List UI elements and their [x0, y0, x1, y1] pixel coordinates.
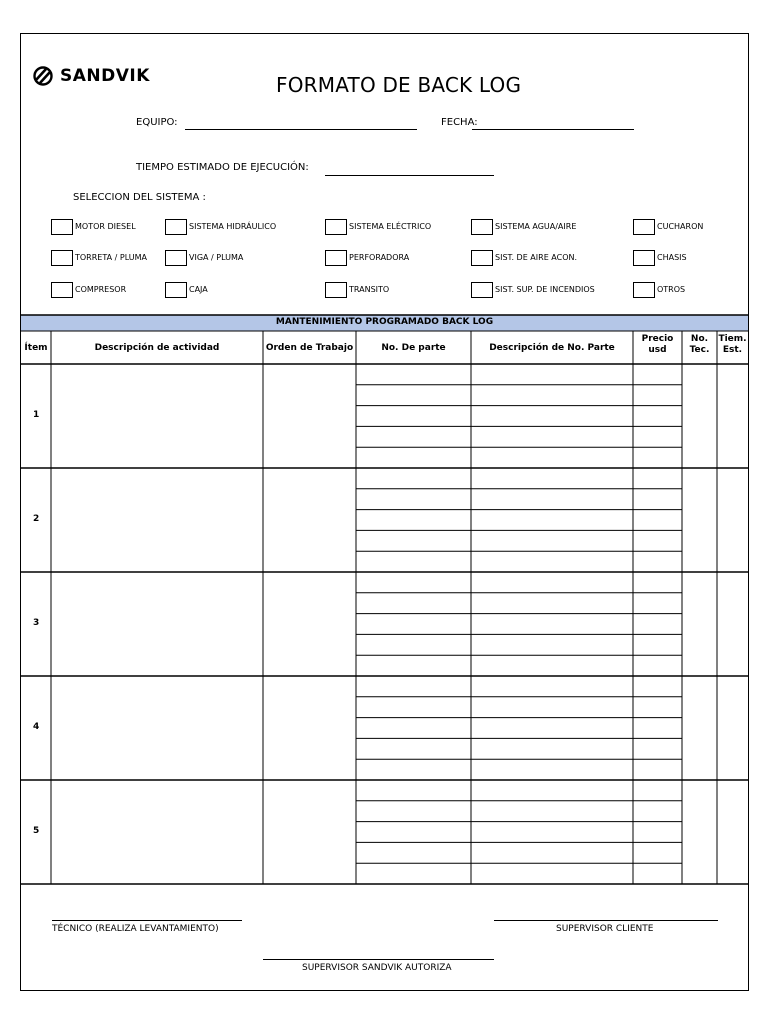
fecha-field[interactable] — [472, 129, 634, 130]
system-checkbox[interactable] — [471, 250, 493, 266]
system-checkbox[interactable] — [165, 282, 187, 298]
item-number: 4 — [33, 722, 40, 732]
column-header: Tiem. Est. — [718, 334, 747, 355]
tiempo-field[interactable] — [325, 175, 494, 176]
item-number: 1 — [33, 410, 40, 420]
page-title: FORMATO DE BACK LOG — [276, 73, 522, 97]
system-checkbox-label: SISTEMA ELÉCTRICO — [349, 222, 432, 231]
tiempo-label: TIEMPO ESTIMADO DE EJECUCIÓN: — [136, 162, 309, 173]
system-checkbox[interactable] — [165, 219, 187, 235]
system-checkbox[interactable] — [325, 219, 347, 235]
system-checkbox[interactable] — [633, 282, 655, 298]
form-page — [20, 33, 749, 991]
item-number: 2 — [33, 514, 40, 524]
system-checkbox[interactable] — [325, 250, 347, 266]
system-checkbox-label: MOTOR DIESEL — [75, 222, 136, 231]
column-header: Descripción de actividad — [94, 343, 220, 353]
supervisor-sandvik-signature-line[interactable] — [263, 959, 494, 960]
system-checkbox[interactable] — [471, 219, 493, 235]
tecnico-signature-label: TÉCNICO (REALIZA LEVANTAMIENTO) — [52, 924, 219, 934]
system-checkbox-label: PERFORADORA — [349, 253, 410, 262]
system-checkbox-label: SIST. DE AIRE ACON. — [495, 253, 578, 262]
system-checkbox[interactable] — [633, 219, 655, 235]
system-checkbox-label: CHASIS — [657, 253, 687, 262]
table-band-title: MANTENIMIENTO PROGRAMADO BACK LOG — [275, 317, 494, 327]
system-checkbox-label: SISTEMA AGUA/AIRE — [495, 222, 577, 231]
seleccion-label: SELECCION DEL SISTEMA : — [73, 192, 206, 203]
equipo-label: EQUIPO: — [136, 117, 178, 128]
brand-name: SANDVIK — [60, 66, 150, 86]
system-checkbox-label: TORRETA / PLUMA — [75, 253, 147, 262]
column-header: Orden de Trabajo — [265, 343, 354, 353]
system-checkbox[interactable] — [51, 250, 73, 266]
system-checkbox[interactable] — [165, 250, 187, 266]
system-checkbox-label: VIGA / PLUMA — [189, 253, 244, 262]
sandvik-logo-icon — [32, 66, 54, 86]
column-header: No. Tec. — [689, 334, 710, 355]
system-checkbox-label: CAJA — [189, 285, 208, 294]
system-checkbox-label: CUCHARON — [657, 222, 704, 231]
column-header: Precio usd — [641, 334, 674, 355]
tecnico-signature-line[interactable] — [52, 920, 242, 921]
system-checkbox[interactable] — [633, 250, 655, 266]
system-checkbox-label: SIST. SUP. DE INCENDIOS — [495, 285, 595, 294]
supervisor-cliente-signature-label: SUPERVISOR CLIENTE — [556, 924, 654, 934]
equipo-field[interactable] — [185, 129, 417, 130]
system-checkbox-label: TRANSITO — [349, 285, 390, 294]
system-checkbox-label: OTROS — [657, 285, 686, 294]
column-header: Ítem — [24, 343, 48, 353]
system-checkbox[interactable] — [51, 282, 73, 298]
system-checkbox[interactable] — [471, 282, 493, 298]
supervisor-sandvik-signature-label: SUPERVISOR SANDVIK AUTORIZA — [302, 963, 452, 973]
column-header: No. De parte — [381, 343, 446, 353]
system-checkbox[interactable] — [325, 282, 347, 298]
system-checkbox-label: SISTEMA HIDRÁULICO — [189, 222, 277, 231]
system-checkbox-label: COMPRESOR — [75, 285, 127, 294]
column-header: Descripción de No. Parte — [489, 343, 615, 353]
fecha-label: FECHA: — [441, 117, 478, 128]
item-number: 5 — [33, 826, 40, 836]
supervisor-cliente-signature-line[interactable] — [494, 920, 718, 921]
brand-logo — [32, 66, 150, 86]
system-checkbox[interactable] — [51, 219, 73, 235]
item-number: 3 — [33, 618, 40, 628]
